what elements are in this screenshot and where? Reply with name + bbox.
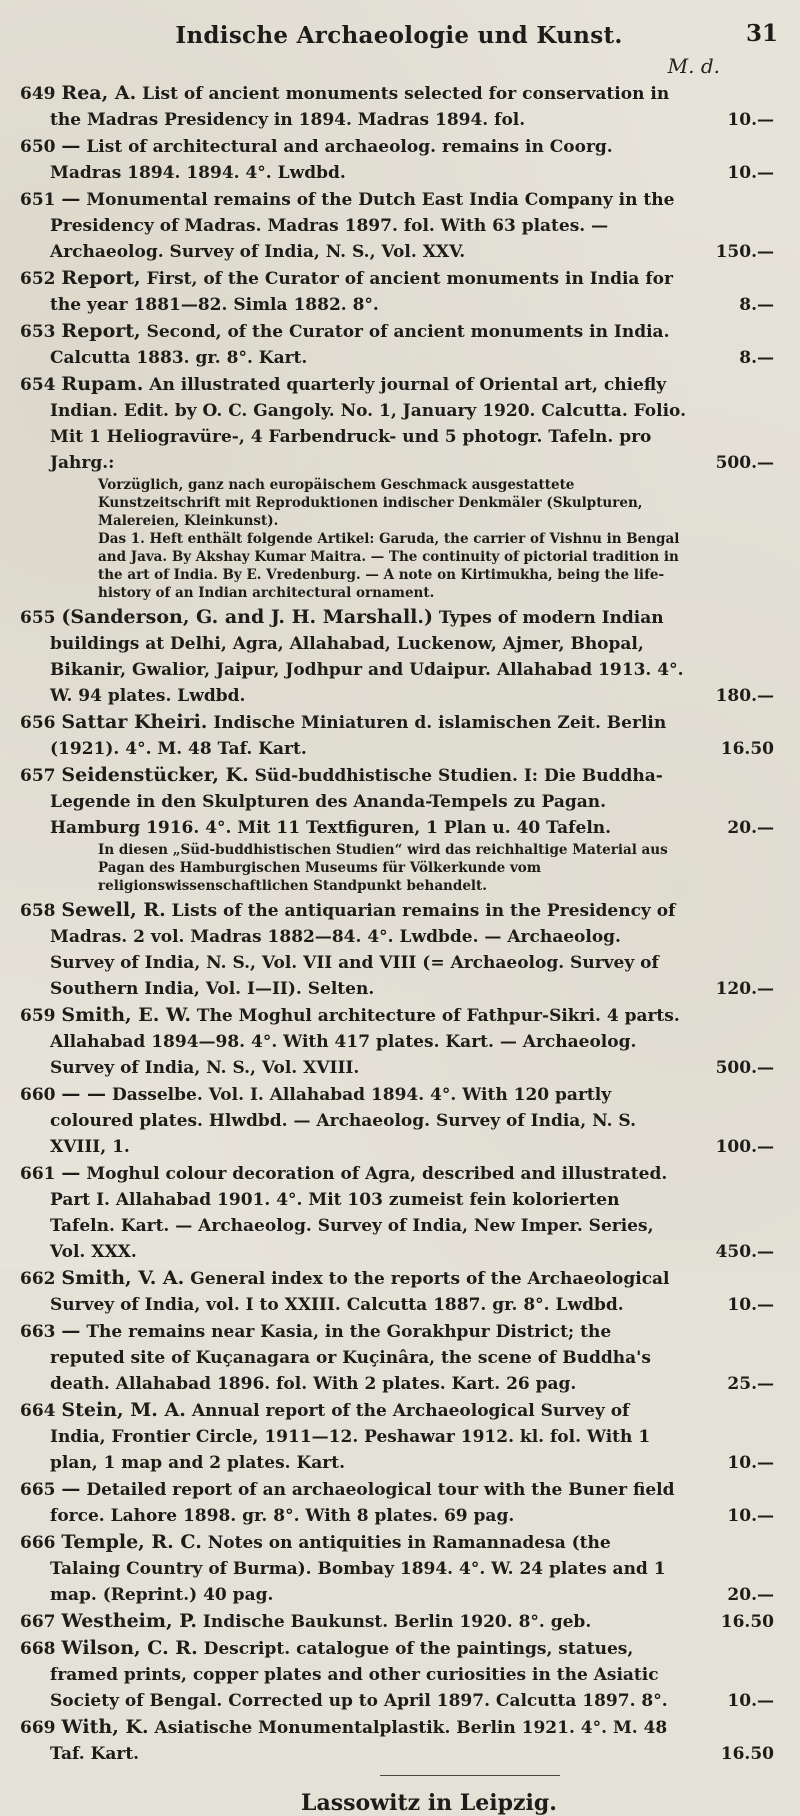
catalogue-entry xyxy=(20,371,778,476)
catalogue-entry xyxy=(20,318,778,371)
catalogue-entry xyxy=(20,1608,778,1635)
entry-number: 658 xyxy=(20,901,56,921)
entry-description: Dasselbe. Vol. I. Allahabad 1894. 4°. With 120 partly coloured plates. Hlwdbd. — Archaeolog. Survey of India, N. S. XVIII, 1. xyxy=(50,1085,637,1157)
catalogue-entry xyxy=(20,1265,778,1318)
catalogue-entry xyxy=(20,709,778,762)
entry-author: — xyxy=(61,135,81,157)
entry-number: 666 xyxy=(20,1533,56,1553)
entry-price: 10.— xyxy=(727,110,774,130)
entry-number: 669 xyxy=(20,1718,56,1738)
handwritten-mark: M. d. xyxy=(667,54,720,78)
catalogue-entry xyxy=(20,1081,778,1160)
printer-imprint: Lassowitz in Leipzig. xyxy=(301,1790,557,1816)
entry-author: — — xyxy=(61,1083,107,1105)
entry-description: Lists of the antiquarian remains in the Presidency of Madras. 2 vol. Madras 1882—84. 4°. Lwdbde. — Archaeolog. Survey of India, N. S., Vol. VII and VIII (= Archaeolog. Survey of Southern India, Vol. I—II). Selten. xyxy=(50,901,676,999)
catalogue-entry xyxy=(20,1397,778,1476)
catalogue-entry xyxy=(20,133,778,186)
entry-description: List of ancient monuments selected for conservation in the Madras Presidency in 1894. Madras 1894. fol. xyxy=(50,84,670,130)
entry-description: Süd-buddhistische Studien. I: Die Buddha-Legende in den Skulpturen des Ananda-Tempels zu Pagan. Hamburg 1916. 4°. Mit 11 Textfiguren, 1 Plan u. 40 Tafeln. xyxy=(50,766,663,838)
entry-description: General index to the reports of the Archaeological Survey of India, vol. I to XXIII. Calcutta 1887. gr. 8°. Lwdbd. xyxy=(50,1269,670,1315)
entry-author: Temple, R. C. xyxy=(61,1531,202,1553)
catalogue-entry xyxy=(20,1318,778,1397)
entry-number: 651 xyxy=(20,190,56,210)
entry-number: 665 xyxy=(20,1480,56,1500)
entry-description: The remains near Kasia, in the Gorakhpur District; the reputed site of Kuçanagara or Kuçinâra, the scene of Buddha's death. Allahabad 1896. fol. With 2 plates. Kart. 26 pag. xyxy=(50,1322,651,1394)
entry-description: An illustrated quarterly journal of Oriental art, chiefly Indian. Edit. by O. C. Gangoly. No. 1, January 1920. Calcutta. Folio. Mit 1 Heliogravüre-, 4 Farbendruck- und 5 photogr. Tafeln. pro Jahrg.: xyxy=(50,375,687,473)
entry-author: Smith, E. W. xyxy=(61,1004,191,1026)
entry-price: 10.— xyxy=(727,1691,774,1711)
entry-note xyxy=(20,476,778,602)
entry-author: Rea, A. xyxy=(61,82,137,104)
catalogue-entry xyxy=(20,762,778,841)
entry-note-paragraph: In diesen „Süd-buddhistischen Studien“ wird das reichhaltige Material aus Pagan des Hamburgischen Museums für Völkerkunde vom religionswissenschaftlichen Standpunkt behandelt. xyxy=(98,842,668,894)
catalogue-entry xyxy=(20,1002,778,1081)
catalogue-entry xyxy=(20,1476,778,1529)
entry-description: Types of modern Indian buildings at Delhi, Agra, Allahabad, Luckenow, Ajmer, Bhopal, Bikanir, Gwalior, Jaipur, Jodhpur and Udaipur. Allahabad 1913. 4°. W. 94 plates. Lwdbd. xyxy=(50,608,684,706)
entry-author: Sewell, R. xyxy=(61,899,166,921)
entry-author: — xyxy=(61,1320,81,1342)
entry-price: 120.— xyxy=(715,979,774,999)
entry-author: Report, xyxy=(61,320,141,342)
entry-price: 180.— xyxy=(715,686,774,706)
entry-description: Indische Baukunst. Berlin 1920. 8°. geb. xyxy=(202,1612,592,1632)
entry-author: Westheim, P. xyxy=(61,1610,197,1632)
page-number: 31 xyxy=(745,20,778,47)
entry-number: 656 xyxy=(20,713,56,733)
entry-description: The Moghul architecture of Fathpur-Sikri. 4 parts. Allahabad 1894—98. 4°. With 417 plates. Kart. — Archaeolog. Survey of India, N. S., Vol. XVIII. xyxy=(50,1006,680,1078)
entry-author: — xyxy=(61,1478,81,1500)
entry-price: 8.— xyxy=(739,295,774,315)
entry-description: Moghul colour decoration of Agra, described and illustrated. Part I. Allahabad 1901. 4°. Mit 103 zumeist fein kolorierten Tafeln. Kart. — Archaeolog. Survey of India, New Imper. Series, Vol. XXX. xyxy=(50,1164,668,1262)
entry-author: Seidenstücker, K. xyxy=(61,764,249,786)
entry-author: Smith, V. A. xyxy=(61,1267,185,1289)
catalogue-entry xyxy=(20,1714,778,1767)
catalogue-entry xyxy=(20,1160,778,1265)
entry-number: 660 xyxy=(20,1085,56,1105)
entry-description: List of architectural and archaeolog. remains in Coorg. Madras 1894. 1894. 4°. Lwdbd. xyxy=(50,137,613,183)
entry-price: 100.— xyxy=(715,1137,774,1157)
entry-number: 650 xyxy=(20,137,56,157)
entry-description: First, of the Curator of ancient monuments in India for the year 1881—82. Simla 1882. 8°. xyxy=(50,269,673,315)
entry-number: 662 xyxy=(20,1269,56,1289)
entry-description: Notes on antiquities in Ramannadesa (the Talaing Country of Burma). Bombay 1894. 4°. W. 24 plates and 1 map. (Reprint.) 40 pag. xyxy=(50,1533,666,1605)
entry-author: (Sanderson, G. and J. H. Marshall.) xyxy=(61,606,433,628)
entry-number: 655 xyxy=(20,608,56,628)
entry-author: Stein, M. A. xyxy=(61,1399,186,1421)
entry-note-paragraph: Das 1. Heft enthält folgende Artikel: Garuda, the carrier of Vishnu in Bengal and Java. By Akshay Kumar Maitra. — The continuity of pictorial tradition in the art of India. By E. Vredenburg. — A note on Kirtimukha, being the life-history of an Indian architectural ornament. xyxy=(98,531,680,601)
entry-price: 16.50 xyxy=(720,1744,774,1764)
entry-author: Rupam. xyxy=(61,373,144,395)
entry-price: 450.— xyxy=(715,1242,774,1262)
entry-price: 10.— xyxy=(727,1453,774,1473)
entry-price: 8.— xyxy=(739,348,774,368)
page-header xyxy=(20,16,778,78)
entry-number: 657 xyxy=(20,766,56,786)
catalogue-entry xyxy=(20,80,778,133)
divider xyxy=(380,1775,560,1776)
entry-author: Report, xyxy=(61,267,141,289)
entry-description: Second, of the Curator of ancient monuments in India. Calcutta 1883. gr. 8°. Kart. xyxy=(50,322,670,368)
entry-description: Monumental remains of the Dutch East India Company in the Presidency of Madras. Madras 1897. fol. With 63 plates. — Archaeolog. Survey of India, N. S., Vol. XXV. xyxy=(50,190,675,262)
entry-price: 150.— xyxy=(715,242,774,262)
catalogue-entry xyxy=(20,186,778,265)
entry-description: Asiatische Monumentalplastik. Berlin 1921. 4°. M. 48 Taf. Kart. xyxy=(50,1718,668,1764)
entry-description: Annual report of the Archaeological Survey of India, Frontier Circle, 1911—12. Peshawar 1912. kl. fol. With 1 plan, 1 map and 2 plates. Kart. xyxy=(50,1401,651,1473)
entry-number: 667 xyxy=(20,1612,56,1632)
entry-number: 661 xyxy=(20,1164,56,1184)
entry-author: — xyxy=(61,188,81,210)
entry-number: 663 xyxy=(20,1322,56,1342)
entry-price: 20.— xyxy=(727,818,774,838)
entry-author: — xyxy=(61,1162,81,1184)
entry-price: 500.— xyxy=(715,453,774,473)
entry-author: Wilson, C. R. xyxy=(61,1637,198,1659)
catalogue-entries xyxy=(20,80,778,1767)
catalogue-entry xyxy=(20,265,778,318)
catalogue-entry xyxy=(20,1529,778,1608)
entry-note xyxy=(20,841,778,895)
entry-number: 659 xyxy=(20,1006,56,1026)
entry-note-paragraph: Vorzüglich, ganz nach europäischem Geschmack ausgestattete Kunstzeitschrift mit Reproduktionen indischer Denkmäler (Skulpturen, Malereien, Kleinkunst). xyxy=(98,477,643,529)
catalogue-entry xyxy=(20,604,778,709)
entry-price: 25.— xyxy=(727,1374,774,1394)
catalogue-entry xyxy=(20,1635,778,1714)
entry-price: 500.— xyxy=(715,1058,774,1078)
entry-price: 10.— xyxy=(727,163,774,183)
entry-number: 664 xyxy=(20,1401,56,1421)
entry-price: 16.50 xyxy=(720,739,774,759)
entry-number: 668 xyxy=(20,1639,56,1659)
entry-price: 10.— xyxy=(727,1506,774,1526)
entry-author: With, K. xyxy=(61,1716,149,1738)
entry-number: 654 xyxy=(20,375,56,395)
entry-price: 20.— xyxy=(727,1585,774,1605)
entry-description: Descript. catalogue of the paintings, statues, framed prints, copper plates and other curiosities in the Asiatic Society of Bengal. Corrected up to April 1897. Calcutta 1897. 8°. xyxy=(50,1639,668,1711)
entry-author: Sattar Kheiri. xyxy=(61,711,208,733)
entry-description: Detailed report of an archaeological tour with the Buner field force. Lahore 1898. gr. 8°. With 8 plates. 69 pag. xyxy=(50,1480,675,1526)
entry-price: 16.50 xyxy=(720,1612,774,1632)
entry-number: 653 xyxy=(20,322,56,342)
entry-number: 652 xyxy=(20,269,56,289)
entry-description: Indische Miniaturen d. islamischen Zeit. Berlin (1921). 4°. M. 48 Taf. Kart. xyxy=(50,713,667,759)
running-title: Indische Archaeologie und Kunst. xyxy=(175,22,623,49)
catalogue-entry xyxy=(20,897,778,1002)
entry-number: 649 xyxy=(20,84,56,104)
entry-price: 10.— xyxy=(727,1295,774,1315)
